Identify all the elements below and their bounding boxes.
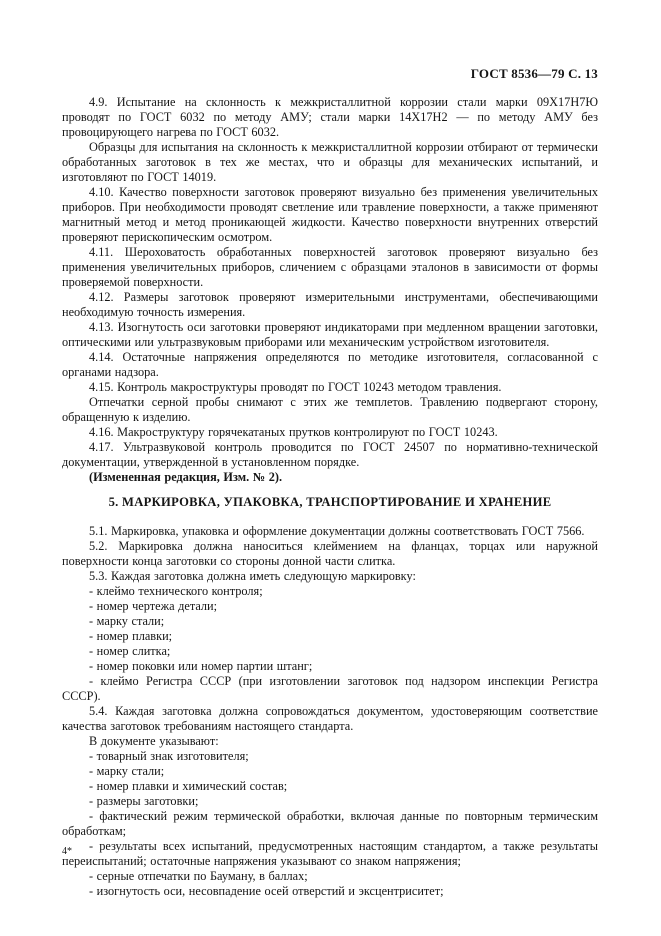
paragraph-4-15: 4.15. Контроль макроструктуры проводят по ГОСТ 10243 методом травления. bbox=[89, 380, 502, 394]
document-list-item: - марку стали; bbox=[89, 764, 165, 778]
document-list-item: - фактический режим термической обработки, включая данные по повторным термическим обработкам; bbox=[62, 809, 598, 838]
marking-list-item: - номер чертежа детали; bbox=[89, 599, 218, 613]
document-list-item: - серные отпечатки по Бауману, в баллах; bbox=[89, 869, 308, 883]
page-content bbox=[62, 66, 598, 899]
marking-list-item: - клеймо Регистра СССР (при изготовлении заготовок под надзором инспекции Регистра СССР). bbox=[62, 674, 598, 703]
paragraph-5-1: 5.1. Маркировка, упаковка и оформление документации должны соответствовать ГОСТ 7566. bbox=[89, 524, 585, 538]
paragraph-5-4: 5.4. Каждая заготовка должна сопровождаться документом, удостоверяющим соответствие качества заготовок требованиям настоящего стандарта. bbox=[62, 704, 598, 733]
document-list-item: - размеры заготовки; bbox=[89, 794, 199, 808]
paragraph-4-9: 4.9. Испытание на склонность к межкристаллитной коррозии стали марки 09Х17Н7Ю проводят по ГОСТ 6032 по методу АМУ; стали марки 14Х17Н2 — по методу АМУ без провоцирующего нагрева по ГОСТ 6032. bbox=[62, 95, 598, 139]
paragraph-4-11: 4.11. Шероховатость обработанных поверхностей заготовок проверяют визуально без применения увеличительных приборов, сличением с образцами эталонов в зависимости от формы проверяемой поверхности. bbox=[62, 245, 598, 289]
paragraph-4-14: 4.14. Остаточные напряжения определяются по методике изготовителя, согласованной с органами надзора. bbox=[62, 350, 598, 379]
paragraph-doc-intro: В документе указывают: bbox=[89, 734, 219, 748]
paragraph-4-9-samples: Образцы для испытания на склонность к межкристаллитной коррозии отбирают от термически обработанных заготовок в тех же местах, что и образцы для механических испытаний, и изготовляют по ГОСТ 14019. bbox=[62, 140, 598, 184]
paragraph-amendment-note: (Измененная редакция, Изм. № 2). bbox=[89, 470, 283, 484]
paragraph-4-16: 4.16. Макроструктуру горячекатаных прутков контролируют по ГОСТ 10243. bbox=[89, 425, 498, 439]
marking-list-item: - номер слитка; bbox=[89, 644, 171, 658]
paragraph-5-2: 5.2. Маркировка должна наноситься клеймением на фланцах, торцах или наружной поверхности конца заготовки со стороны донной части слитка. bbox=[62, 539, 598, 568]
document-list-item: - номер плавки и химический состав; bbox=[89, 779, 288, 793]
page-signature-mark: 4* bbox=[62, 846, 72, 857]
paragraph-4-13: 4.13. Изогнутость оси заготовки проверяют индикаторами при медленном вращении заготовки, оптическими или ультразвуковым приборами или механическим устройством изготовителя. bbox=[62, 320, 598, 349]
paragraph-4-15-sulfur: Отпечатки серной пробы снимают с этих же темплетов. Травлению подвергают сторону, обращенную к изделию. bbox=[62, 395, 598, 424]
marking-list-item: - номер поковки или номер партии штанг; bbox=[89, 659, 313, 673]
document-list-item: - товарный знак изготовителя; bbox=[89, 749, 249, 763]
document-header-reference: ГОСТ 8536—79 С. 13 bbox=[470, 66, 598, 81]
paragraph-4-17: 4.17. Ультразвуковой контроль проводится по ГОСТ 24507 по нормативно-технической документации, утвержденной в установленном порядке. bbox=[62, 440, 598, 469]
paragraph-4-12: 4.12. Размеры заготовок проверяют измерительными инструментами, обеспечивающими необходимую точность измерения. bbox=[62, 290, 598, 319]
marking-list-item: - марку стали; bbox=[89, 614, 165, 628]
document-list-item: - результаты всех испытаний, предусмотренных настоящим стандартом, а также результаты переиспытаний; остаточные напряжения указывают со знаком напряжения; bbox=[62, 839, 598, 868]
section-5-heading: 5. МАРКИРОВКА, УПАКОВКА, ТРАНСПОРТИРОВАНИЕ И ХРАНЕНИЕ bbox=[108, 495, 552, 509]
marking-list-item: - клеймо технического контроля; bbox=[89, 584, 263, 598]
paragraph-4-10: 4.10. Качество поверхности заготовок проверяют визуально без применения увеличительных приборов. При необходимости проводят светление или травление поверхности, а также применяют магнитный метод и метод проникающей жидкости. Качество поверхности внутренних отверстий проверяют перископическим осмотром. bbox=[62, 185, 598, 244]
marking-list-item: - номер плавки; bbox=[89, 629, 173, 643]
paragraph-5-3: 5.3. Каждая заготовка должна иметь следующую маркировку: bbox=[89, 569, 416, 583]
document-list-item: - изогнутость оси, несовпадение осей отверстий и эксцентриситет; bbox=[89, 884, 444, 898]
